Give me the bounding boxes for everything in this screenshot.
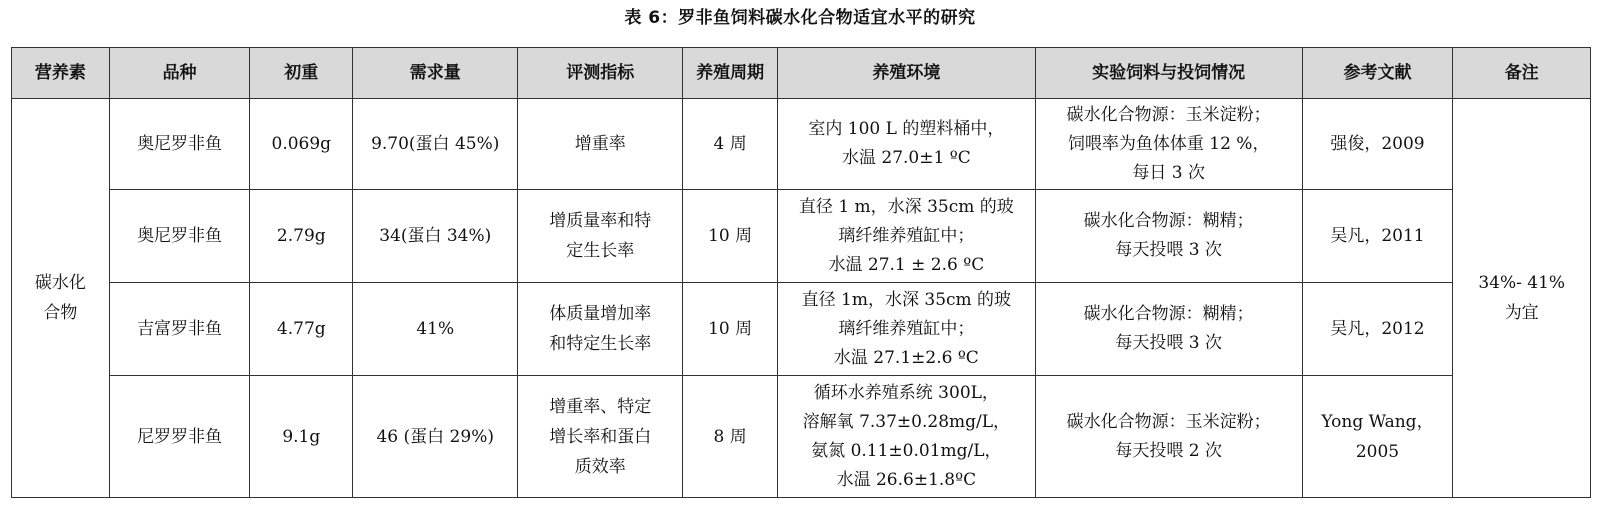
table-row (12, 283, 1591, 376)
indicator-cell: 增重率、特定 增长率和蛋白 质效率 (518, 376, 683, 498)
indicator-cell: 体质量增加率 和特定生长率 (518, 283, 683, 376)
feed-cell: 碳水化合物源：糊精； 每天投喂 3 次 (1035, 190, 1302, 283)
species-cell: 尼罗罗非鱼 (109, 376, 250, 498)
period-cell: 4 周 (683, 99, 778, 190)
header-feed: 实验饲料与投饲情况 (1035, 48, 1302, 99)
table-row (12, 190, 1591, 283)
period-cell: 10 周 (683, 283, 778, 376)
environment-cell: 直径 1 m，水深 35cm 的玻 璃纤维养殖缸中； 水温 27.1 ± 2.6 ºC (778, 190, 1036, 283)
header-row (12, 48, 1591, 99)
nutrient-cell: 碳水化 合物 (12, 99, 110, 498)
header-species: 品种 (109, 48, 250, 99)
reference-cell: 吴凡，2011 (1302, 190, 1453, 283)
header-nutrient: 营养素 (12, 48, 110, 99)
indicator-cell: 增重率 (518, 99, 683, 190)
period-cell: 10 周 (683, 190, 778, 283)
species-cell: 吉富罗非鱼 (109, 283, 250, 376)
requirement-cell: 9.70(蛋白 45%) (353, 99, 518, 190)
header-period: 养殖周期 (683, 48, 778, 99)
feed-cell: 碳水化合物源：糊精； 每天投喂 3 次 (1035, 283, 1302, 376)
feed-cell: 碳水化合物源：玉米淀粉； 每天投喂 2 次 (1035, 376, 1302, 498)
weight-cell: 9.1g (250, 376, 353, 498)
environment-cell: 直径 1m，水深 35cm 的玻 璃纤维养殖缸中； 水温 27.1±2.6 ºC (778, 283, 1036, 376)
reference-cell: Yong Wang， 2005 (1302, 376, 1453, 498)
table-row (12, 99, 1591, 190)
header-environment: 养殖环境 (778, 48, 1036, 99)
period-cell: 8 周 (683, 376, 778, 498)
table-caption: 表 6：罗非鱼饲料碳水化合物适宜水平的研究 (624, 8, 976, 28)
weight-cell: 4.77g (250, 283, 353, 376)
reference-cell: 吴凡，2012 (1302, 283, 1453, 376)
requirement-cell: 41% (353, 283, 518, 376)
header-initial-weight: 初重 (250, 48, 353, 99)
header-requirement: 需求量 (353, 48, 518, 99)
requirement-cell: 34(蛋白 34%) (353, 190, 518, 283)
carbohydrate-requirement-table (11, 47, 1591, 498)
feed-cell: 碳水化合物源：玉米淀粉； 饲喂率为鱼体体重 12 %， 每日 3 次 (1035, 99, 1302, 190)
weight-cell: 2.79g (250, 190, 353, 283)
header-note: 备注 (1453, 48, 1591, 99)
indicator-cell: 增质量率和特 定生长率 (518, 190, 683, 283)
note-cell: 34%- 41% 为宜 (1453, 99, 1591, 498)
header-reference: 参考文献 (1302, 48, 1453, 99)
environment-cell: 室内 100 L 的塑料桶中， 水温 27.0±1 ºC (778, 99, 1036, 190)
table-row (12, 376, 1591, 498)
header-indicator: 评测指标 (518, 48, 683, 99)
environment-cell: 循环水养殖系统 300L， 溶解氧 7.37±0.28mg/L， 氨氮 0.11±0.01mg/L， 水温 26.6±1.8ºC (778, 376, 1036, 498)
weight-cell: 0.069g (250, 99, 353, 190)
species-cell: 奥尼罗非鱼 (109, 190, 250, 283)
species-cell: 奥尼罗非鱼 (109, 99, 250, 190)
requirement-cell: 46 (蛋白 29%) (353, 376, 518, 498)
reference-cell: 强俊，2009 (1302, 99, 1453, 190)
